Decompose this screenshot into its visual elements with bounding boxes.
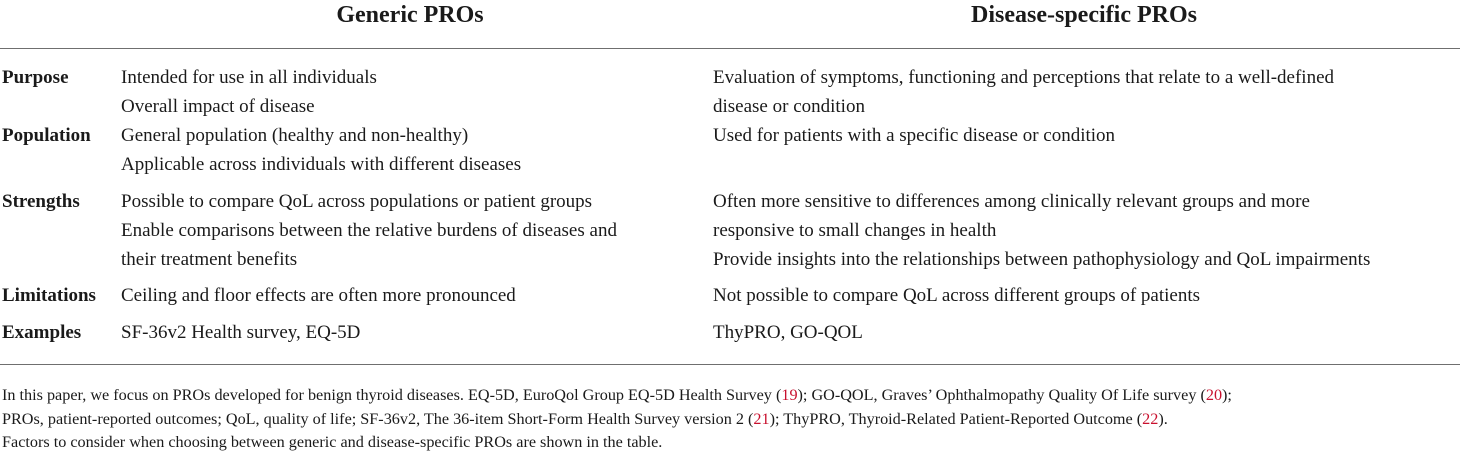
cell-line: Overall impact of disease	[121, 96, 315, 117]
cell-generic	[121, 63, 701, 121]
footnote-line-2	[2, 408, 1458, 432]
cell-line: Possible to compare QoL across populations or patient groups	[121, 191, 593, 212]
cell-generic	[121, 121, 701, 179]
cell-line: disease or condition	[713, 96, 865, 117]
footnote-text: ); ThyPRO, Thyroid-Related Patient-Reported Outcome (	[769, 409, 1143, 428]
footnote-line-3: Factors to consider when choosing between generic and disease-specific PROs are shown in the table.	[2, 433, 663, 451]
reference-link-22[interactable]: 22	[1142, 409, 1159, 428]
table-row-strengths	[0, 187, 1460, 281]
cell-line: Provide insights into the relationships between pathophysiology and QoL impairments	[713, 249, 1371, 270]
footnote-text: PROs, patient-reported outcomes; QoL, quality of life; SF-36v2, The 36-item Short-Form Health Survey version 2 (	[2, 409, 754, 428]
row-label: Examples	[2, 322, 82, 343]
table-footnote	[2, 384, 1458, 455]
cell-line: Ceiling and floor effects are often more pronounced	[121, 285, 516, 306]
table-row-limitations	[0, 281, 1460, 318]
cell-line: their treatment benefits	[121, 249, 298, 270]
footnote-text: );	[1222, 386, 1232, 404]
footnote-text: ).	[1158, 409, 1168, 428]
row-label: Limitations	[2, 285, 96, 306]
cell-line: General population (healthy and non-healthy)	[121, 125, 469, 146]
cell-generic	[121, 187, 701, 274]
cell-generic	[121, 318, 701, 347]
cell-disease-specific	[713, 121, 1458, 150]
column-header-generic: Generic PROs	[336, 2, 484, 28]
table-row-examples	[0, 318, 1460, 348]
cell-line: Used for patients with a specific disease or condition	[713, 125, 1116, 146]
cell-line: ThyPRO, GO-QOL	[713, 322, 863, 343]
reference-link-21[interactable]: 21	[753, 409, 770, 428]
footnote-text: ); GO-QOL, Graves’ Ophthalmopathy Quality Of Life survey (	[797, 386, 1206, 404]
cell-line: Not possible to compare QoL across different groups of patients	[713, 285, 1201, 306]
footnote-line-1	[2, 384, 1458, 408]
cell-line: SF-36v2 Health survey, EQ-5D	[121, 322, 361, 343]
row-label: Purpose	[2, 67, 69, 88]
table-body	[0, 63, 1460, 348]
cell-line: Enable comparisons between the relative burdens of diseases and	[121, 220, 617, 241]
footnote-text: In this paper, we focus on PROs developed for benign thyroid diseases. EQ-5D, EuroQol Group EQ-5D Health Survey (	[2, 386, 782, 404]
column-header-disease-specific: Disease-specific PROs	[971, 2, 1197, 28]
cell-disease-specific	[713, 63, 1458, 121]
cell-generic	[121, 281, 701, 310]
cell-line: Intended for use in all individuals	[121, 67, 377, 88]
table-bottom-rule	[0, 364, 1460, 365]
cell-line: Often more sensitive to differences among clinically relevant groups and more	[713, 191, 1310, 212]
cell-disease-specific	[713, 318, 1458, 347]
table-header-row	[0, 0, 1460, 49]
reference-link-19[interactable]: 19	[781, 386, 798, 404]
cell-disease-specific	[713, 281, 1458, 310]
table-row-purpose	[0, 63, 1460, 121]
cell-disease-specific	[713, 187, 1458, 274]
cell-line: Evaluation of symptoms, functioning and perceptions that relate to a well-defined	[713, 67, 1335, 88]
cell-line: responsive to small changes in health	[713, 220, 997, 241]
row-label: Population	[2, 125, 91, 146]
table-row-population	[0, 121, 1460, 187]
reference-link-20[interactable]: 20	[1205, 386, 1223, 404]
cell-line: Applicable across individuals with different diseases	[121, 154, 522, 175]
row-label: Strengths	[2, 191, 80, 212]
